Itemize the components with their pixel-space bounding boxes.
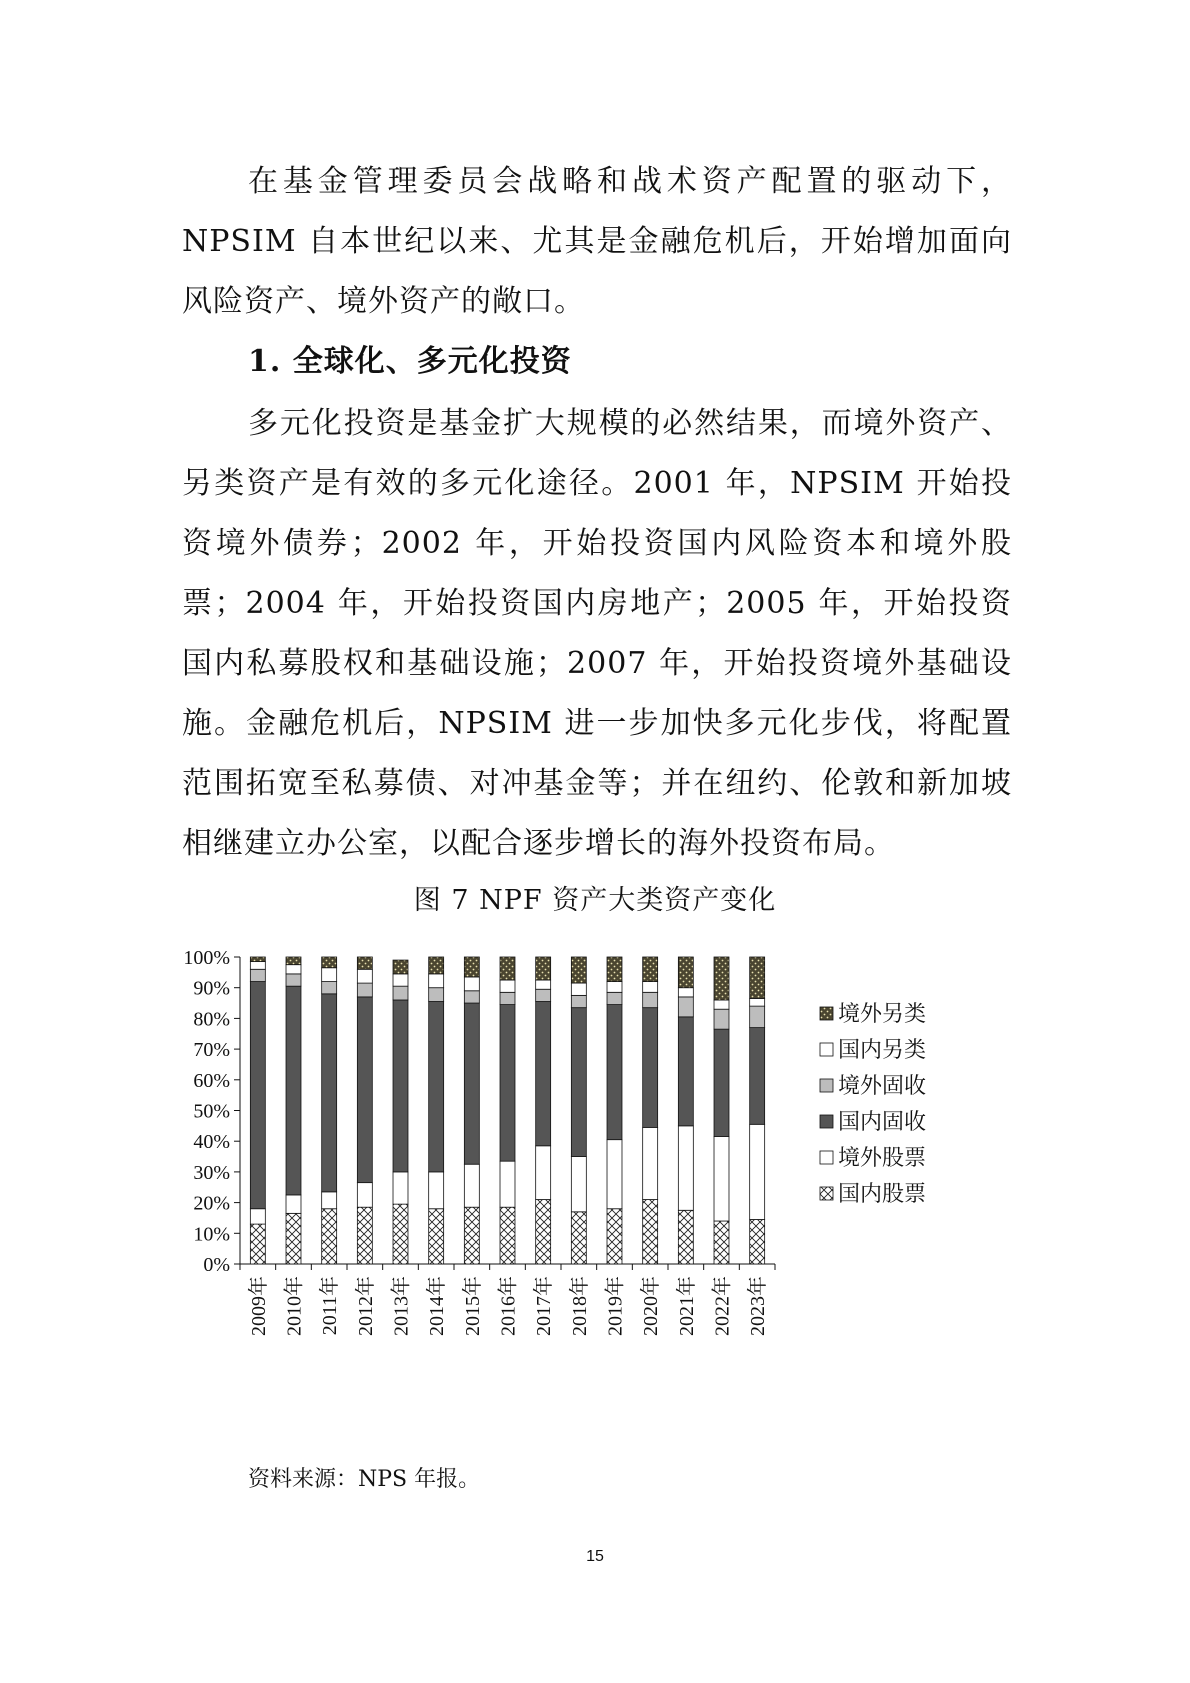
bar-segment xyxy=(286,974,301,986)
bar-segment xyxy=(429,988,444,1002)
x-tick-label: 2021年 xyxy=(675,1276,698,1336)
stacked-bar-chart xyxy=(160,950,1040,1490)
bar-segment xyxy=(750,1006,765,1027)
x-tick-label: 2013年 xyxy=(390,1276,413,1336)
bar-segment xyxy=(464,957,479,977)
bar-segment xyxy=(464,1207,479,1264)
y-tick-label: 80% xyxy=(193,1008,230,1031)
legend-label: 境外固收 xyxy=(838,1074,927,1099)
bar-segment xyxy=(464,977,479,991)
bar-segment xyxy=(464,991,479,1003)
bar-segment xyxy=(357,957,372,969)
bar-segment xyxy=(536,1002,551,1146)
bar-segment xyxy=(571,1008,586,1157)
bar-segment xyxy=(322,968,337,982)
bar-segment xyxy=(500,1005,515,1162)
bar-segment xyxy=(750,998,765,1006)
bar-segment xyxy=(678,1126,693,1210)
bar-segment xyxy=(571,995,586,1007)
page-number: 15 xyxy=(586,1548,604,1565)
x-tick-labels xyxy=(247,1276,769,1336)
bar-segment xyxy=(571,957,586,983)
bar-segment xyxy=(607,982,622,993)
x-tick-label: 2015年 xyxy=(461,1276,484,1336)
chart-legend xyxy=(820,1002,926,1207)
bar-segment xyxy=(393,974,408,986)
bar-segment xyxy=(714,1029,729,1136)
bar-segment xyxy=(536,1146,551,1200)
bar-segment xyxy=(250,962,265,970)
x-tick-label: 2014年 xyxy=(426,1276,449,1336)
bar-segment xyxy=(643,1008,658,1128)
bar-segment xyxy=(678,957,693,988)
y-tick-label: 60% xyxy=(193,1069,230,1092)
x-tick-label: 2023年 xyxy=(747,1276,770,1336)
x-tick-label: 2012年 xyxy=(354,1276,377,1336)
bar-segment xyxy=(429,957,444,974)
bar-segment xyxy=(286,1213,301,1264)
bar-segment xyxy=(464,1164,479,1207)
bar-segment xyxy=(393,1172,408,1204)
x-tick-label: 2022年 xyxy=(711,1276,734,1336)
legend-label: 国内股票 xyxy=(838,1182,927,1207)
bar-segment xyxy=(250,982,265,1209)
bar-segment xyxy=(678,1017,693,1126)
bar-segment xyxy=(322,994,337,1192)
bar-segment xyxy=(500,992,515,1004)
bar-segment xyxy=(643,992,658,1007)
y-tick-label: 90% xyxy=(193,977,230,1000)
bar-segment xyxy=(393,986,408,1000)
y-tick-label: 10% xyxy=(193,1223,230,1246)
bar-segment xyxy=(678,1210,693,1264)
chart-bars xyxy=(250,957,764,1264)
bar-segment xyxy=(500,1161,515,1207)
bar-segment xyxy=(571,1212,586,1264)
bar-segment xyxy=(286,1195,301,1213)
legend-swatch xyxy=(820,1151,833,1164)
legend-label: 境外股票 xyxy=(838,1146,927,1171)
bar-segment xyxy=(322,1209,337,1264)
bar-segment xyxy=(750,1124,765,1219)
legend-swatch xyxy=(820,1007,833,1020)
legend-swatch xyxy=(820,1079,833,1092)
x-tick-label: 2018年 xyxy=(568,1276,591,1336)
bar-segment xyxy=(571,983,586,995)
bar-segment xyxy=(750,1219,765,1264)
bar-segment xyxy=(464,1003,479,1164)
bar-segment xyxy=(607,1209,622,1264)
bar-segment xyxy=(714,1137,729,1221)
y-tick-label: 0% xyxy=(203,1254,230,1276)
paragraph-1: 在基金管理委员会战略和战术资产配置的驱动下，NPSIM 自本世纪以来、尤其是金融危机后，开始增加面向风险资产、境外资产的敞口。 xyxy=(182,164,1012,319)
y-tick-label: 40% xyxy=(193,1131,230,1154)
bar-segment xyxy=(429,1172,444,1209)
bar-segment xyxy=(429,1209,444,1264)
bar-segment xyxy=(607,957,622,982)
bar-segment xyxy=(393,960,408,974)
bar-segment xyxy=(286,957,301,965)
bar-segment xyxy=(536,1200,551,1264)
bar-segment xyxy=(250,957,265,962)
bar-segment xyxy=(429,1002,444,1172)
legend-label: 境外另类 xyxy=(838,1002,927,1027)
bar-segment xyxy=(429,974,444,988)
x-tick-label: 2011年 xyxy=(319,1276,342,1336)
bar-segment xyxy=(750,1028,765,1125)
bar-segment xyxy=(393,1000,408,1172)
bar-segment xyxy=(322,1192,337,1209)
bar-segment xyxy=(714,1009,729,1029)
bar-segment xyxy=(714,1000,729,1009)
bar-segment xyxy=(250,969,265,981)
bar-segment xyxy=(393,1204,408,1264)
bar-segment xyxy=(357,983,372,997)
x-tick-label: 2020年 xyxy=(640,1276,663,1336)
bar-segment xyxy=(678,997,693,1017)
bar-segment xyxy=(357,997,372,1183)
bar-segment xyxy=(322,982,337,994)
bar-segment xyxy=(500,957,515,980)
bar-segment xyxy=(607,992,622,1004)
bar-segment xyxy=(286,986,301,1195)
legend-swatch xyxy=(820,1043,833,1056)
bar-segment xyxy=(286,965,301,974)
legend-label: 国内固收 xyxy=(838,1110,927,1135)
bar-segment xyxy=(643,1127,658,1199)
figure-title: 图 7 NPF 资产大类资产变化 xyxy=(413,885,777,916)
bar-segment xyxy=(250,1224,265,1264)
bar-segment xyxy=(250,1209,265,1224)
y-tick-label: 100% xyxy=(183,950,230,969)
bar-segment xyxy=(536,957,551,980)
x-tick-label: 2009年 xyxy=(247,1276,270,1336)
legend-swatch xyxy=(820,1187,833,1200)
x-tick-label: 2019年 xyxy=(604,1276,627,1336)
y-tick-label: 70% xyxy=(193,1039,230,1062)
x-tick-label: 2016年 xyxy=(497,1276,520,1336)
bar-segment xyxy=(643,1200,658,1264)
bar-segment xyxy=(500,980,515,992)
x-tick-label: 2017年 xyxy=(533,1276,556,1336)
bar-segment xyxy=(536,989,551,1001)
bar-segment xyxy=(607,1005,622,1140)
bar-segment xyxy=(357,1183,372,1208)
bar-segment xyxy=(714,957,729,1000)
legend-label: 国内另类 xyxy=(838,1038,927,1063)
bar-segment xyxy=(357,969,372,983)
bar-segment xyxy=(500,1207,515,1264)
bar-segment xyxy=(322,957,337,968)
paragraph-2: 多元化投资是基金扩大规模的必然结果，而境外资产、另类资产是有效的多元化途径。2001 年，NPSIM 开始投资境外债券；2002 年，开始投资国内风险资本和境外股票；2004 年，开始投资国内房地产；2005 年，开始投资国内私募股权和基础设施；2007 年，开始投资境外基础设施。金融危机后，NPSIM 进一步加快多元化步伐，将配置范围拓宽至私募债、对冲基金等；并在纽约、伦敦和新加坡相继建立办公室，以配合逐步增长的海外投资布局。 xyxy=(182,406,1012,861)
bar-segment xyxy=(536,980,551,989)
source-note: 资料来源：NPS 年报。 xyxy=(248,1467,481,1492)
y-tick-label: 50% xyxy=(193,1100,230,1123)
y-tick-label: 20% xyxy=(193,1192,230,1215)
section-heading: 1. 全球化、多元化投资 xyxy=(248,344,572,379)
bar-segment xyxy=(678,988,693,997)
x-tick-label: 2010年 xyxy=(283,1276,306,1336)
bar-segment xyxy=(643,982,658,993)
bar-segment xyxy=(607,1140,622,1209)
bar-segment xyxy=(571,1157,586,1212)
legend-swatch xyxy=(820,1115,833,1128)
bar-segment xyxy=(643,957,658,982)
bar-segment xyxy=(357,1207,372,1264)
bar-segment xyxy=(750,957,765,998)
bar-segment xyxy=(714,1221,729,1264)
y-tick-label: 30% xyxy=(193,1161,230,1184)
